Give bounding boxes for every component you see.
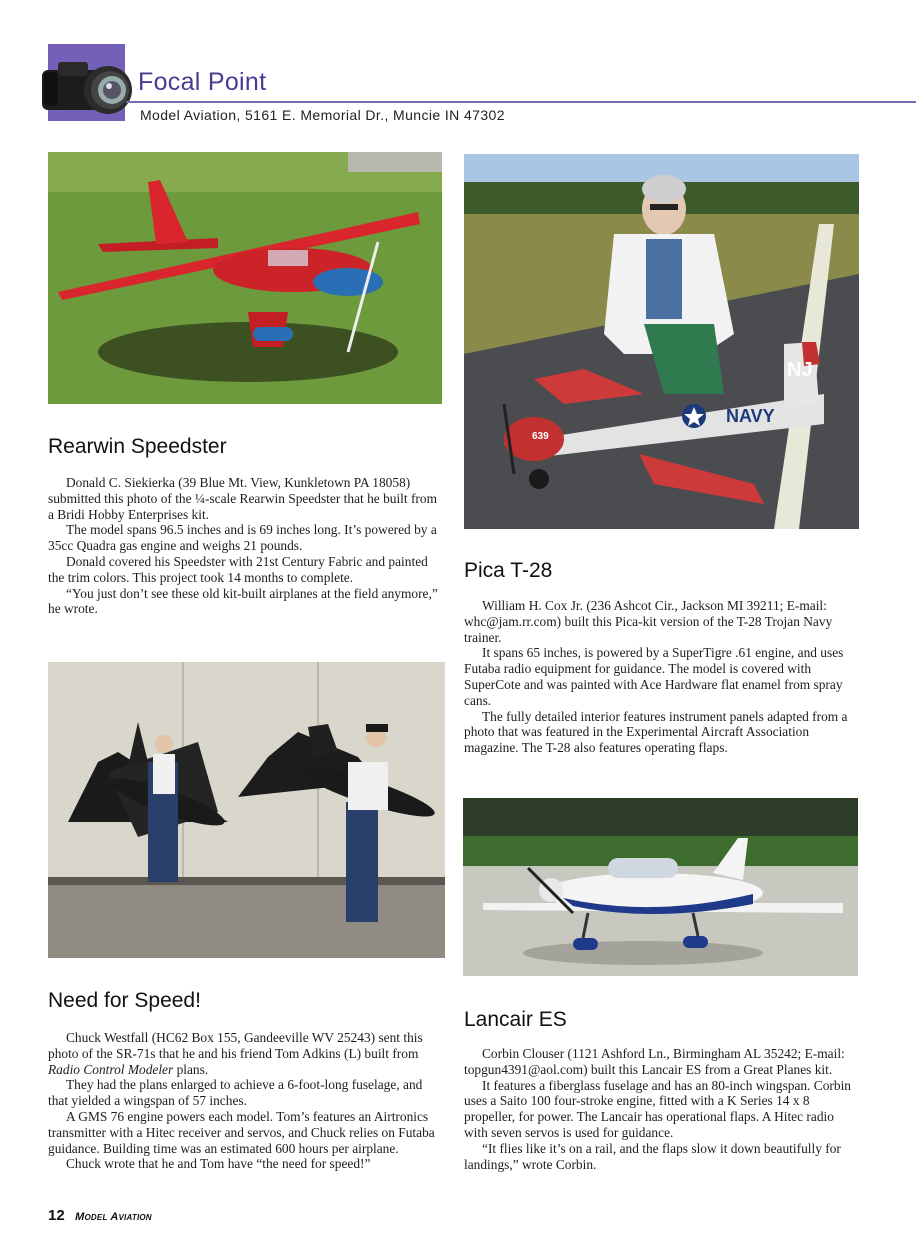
photo-lancair-es xyxy=(463,798,858,976)
article-title-lancair: Lancair ES xyxy=(464,1008,567,1031)
section-icon-box xyxy=(48,44,125,121)
photo-pica-t28 xyxy=(464,154,859,529)
paragraph: It features a fiberglass fuselage and has an 80-inch wingspan. Corbin uses a Saito 100 four-stroke engine, fitted with a K Series 14 x 8 propeller, for power. The Lancair has operational flaps. A Hitec radio with seven servos is used for guidance. xyxy=(464,1077,852,1140)
text-run: plans. xyxy=(173,1061,209,1077)
page-number: 12 xyxy=(48,1207,65,1224)
article-title-speed: Need for Speed! xyxy=(48,989,201,1012)
paragraph xyxy=(48,1030,445,1077)
paragraph: Chuck wrote that he and Tom have “the need for speed!” xyxy=(66,1156,371,1172)
header-rule xyxy=(126,101,916,103)
section-title: Focal Point xyxy=(138,68,267,96)
text-run: Chuck Westfall (HC62 Box 155, Gandeeville WV 25243) sent this photo of the SR-71s that he and his friend Tom Adkins (L) built from xyxy=(48,1030,423,1061)
t28-nose-number: 639 xyxy=(532,431,549,442)
submission-address: Model Aviation, 5161 E. Memorial Dr., Muncie IN 47302 xyxy=(140,107,505,123)
paragraph: A GMS 76 engine powers each model. Tom’s features an Airtronics transmitter with a Hitec receiver and servos, and Chuck relies on Futaba guidance. Building time was an estimated 600 hours per airplane. xyxy=(48,1108,435,1156)
paragraph: “It flies like it’s on a rail, and the flaps slow it down beautifully for landings,” wrote Corbin. xyxy=(464,1140,841,1172)
paragraph: Donald covered his Speedster with 21st Century Fabric and painted the trim colors. This project took 14 months to complete. xyxy=(48,553,428,585)
photo-rearwin-speedster xyxy=(48,152,442,404)
text-run: -scale Rearwin Speedster that he built from a Bridi Hobby Enterprises kit. xyxy=(48,490,437,522)
paragraph: “You just don’t see these old kit-built airplanes at the field anymore,” he wrote. xyxy=(48,585,438,617)
paragraph: They had the plans enlarged to achieve a 6-foot-long fuselage, and that yielded a wingspan of 57 inches. xyxy=(48,1077,423,1109)
paragraph: William H. Cox Jr. (236 Ashcot Cir., Jackson MI 39211; E-mail: whc@jam.rr.com) built this Pica-kit version of the T-28 Trojan Navy trainer. xyxy=(464,598,833,645)
article-body-rearwin xyxy=(48,475,442,617)
page-footer xyxy=(48,1207,152,1225)
article-body-pica xyxy=(464,598,859,756)
paragraph: The model spans 96.5 inches and is 69 inches long. It’s powered by a 35cc Quadra gas engine and weighs 21 pounds. xyxy=(48,522,437,554)
article-title-rearwin: Rearwin Speedster xyxy=(48,435,227,458)
paragraph: Corbin Clouser (1121 Ashford Ln., Birmingham AL 35242; E-mail: topgun4391@aol.com) built this Lancair ES from a Great Planes kit. xyxy=(464,1046,845,1077)
paragraph xyxy=(48,475,442,522)
t28-tail-code: NJ xyxy=(787,359,813,381)
article-body-speed xyxy=(48,1030,445,1172)
article-body-lancair xyxy=(464,1046,859,1172)
text-run: Donald C. Siekierka (39 Blue Mt. View, Kunkletown PA 18058) submitted this photo of the xyxy=(48,475,411,506)
paragraph: It spans 65 inches, is powered by a SuperTigre .61 engine, and uses Futaba radio equipment for guidance. The model is covered with SuperCote and was painted with Ace Hardware flat enamel from spray cans. xyxy=(464,645,844,708)
paragraph: The fully detailed interior features instrument panels adapted from a photo that was featured in the Experimental Aircraft Association magazine. The T-28 also features operating flaps. xyxy=(464,708,848,756)
article-title-pica: Pica T-28 xyxy=(464,559,553,582)
magazine-name: Model Aviation xyxy=(75,1211,152,1223)
text-run: ¼ xyxy=(194,490,205,506)
text-run-italic: Radio Control Modeler xyxy=(48,1061,174,1077)
t28-navy-marking: NAVY xyxy=(726,406,775,426)
photo-sr71-models xyxy=(48,662,445,958)
camera-icon xyxy=(40,52,136,118)
